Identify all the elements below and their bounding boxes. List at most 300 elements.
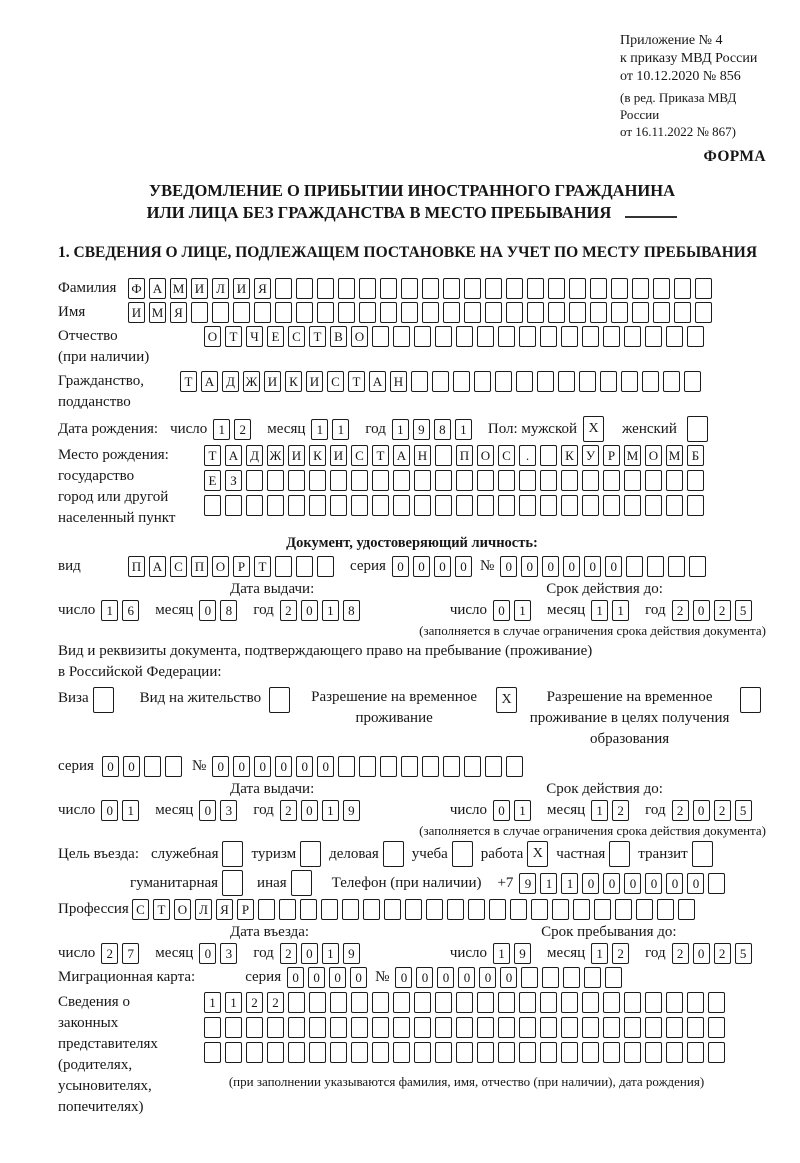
- char-cell[interactable]: Н: [390, 371, 407, 392]
- char-cell[interactable]: 0: [395, 967, 412, 988]
- char-cell[interactable]: [519, 495, 536, 516]
- char-cell[interactable]: [579, 371, 596, 392]
- char-cell[interactable]: [275, 556, 292, 577]
- char-cell[interactable]: 1: [101, 600, 118, 621]
- char-cell[interactable]: [687, 992, 704, 1013]
- char-cell[interactable]: [582, 326, 599, 347]
- char-cell[interactable]: 2: [672, 800, 689, 821]
- char-cell[interactable]: [393, 495, 410, 516]
- char-cell[interactable]: 0: [102, 756, 119, 777]
- char-cell[interactable]: [624, 326, 641, 347]
- char-cell[interactable]: [435, 992, 452, 1013]
- char-cell[interactable]: Я: [170, 302, 187, 323]
- char-cell[interactable]: [632, 302, 649, 323]
- char-cell[interactable]: [456, 1017, 473, 1038]
- char-cell[interactable]: [561, 1017, 578, 1038]
- char-cell[interactable]: [317, 556, 334, 577]
- char-cell[interactable]: [258, 899, 275, 920]
- char-cell[interactable]: [464, 278, 481, 299]
- char-cell[interactable]: Т: [348, 371, 365, 392]
- char-cell[interactable]: [603, 470, 620, 491]
- char-cell[interactable]: [414, 992, 431, 1013]
- char-cell[interactable]: [531, 899, 548, 920]
- char-cell[interactable]: [426, 899, 443, 920]
- char-cell[interactable]: [603, 1017, 620, 1038]
- char-cell[interactable]: [582, 1017, 599, 1038]
- char-cell[interactable]: 2: [612, 800, 629, 821]
- char-cell[interactable]: [582, 992, 599, 1013]
- char-cell[interactable]: [485, 278, 502, 299]
- char-cell[interactable]: [561, 992, 578, 1013]
- char-cell[interactable]: 8: [220, 600, 237, 621]
- char-cell[interactable]: Т: [204, 445, 221, 466]
- char-cell[interactable]: [561, 326, 578, 347]
- char-cell[interactable]: [477, 495, 494, 516]
- char-cell[interactable]: [687, 1017, 704, 1038]
- temp-residence-checkbox[interactable]: X: [496, 687, 517, 713]
- char-cell[interactable]: [495, 371, 512, 392]
- char-cell[interactable]: 2: [672, 600, 689, 621]
- char-cell[interactable]: [330, 1042, 347, 1063]
- char-cell[interactable]: Н: [414, 445, 431, 466]
- char-cell[interactable]: И: [306, 371, 323, 392]
- char-cell[interactable]: 1: [591, 800, 608, 821]
- char-cell[interactable]: [435, 495, 452, 516]
- char-cell[interactable]: [317, 302, 334, 323]
- char-cell[interactable]: [414, 470, 431, 491]
- char-cell[interactable]: Я: [254, 278, 271, 299]
- char-cell[interactable]: [359, 278, 376, 299]
- char-cell[interactable]: [246, 1042, 263, 1063]
- char-cell[interactable]: [288, 495, 305, 516]
- char-cell[interactable]: Ф: [128, 278, 145, 299]
- char-cell[interactable]: 2: [612, 943, 629, 964]
- char-cell[interactable]: И: [288, 445, 305, 466]
- char-cell[interactable]: [474, 371, 491, 392]
- char-cell[interactable]: [708, 873, 725, 894]
- char-cell[interactable]: 7: [122, 943, 139, 964]
- char-cell[interactable]: [645, 495, 662, 516]
- char-cell[interactable]: С: [351, 445, 368, 466]
- char-cell[interactable]: 2: [280, 800, 297, 821]
- char-cell[interactable]: Т: [180, 371, 197, 392]
- char-cell[interactable]: [405, 899, 422, 920]
- char-cell[interactable]: М: [666, 445, 683, 466]
- char-cell[interactable]: [498, 326, 515, 347]
- char-cell[interactable]: 1: [213, 419, 230, 440]
- char-cell[interactable]: [527, 278, 544, 299]
- char-cell[interactable]: [414, 495, 431, 516]
- char-cell[interactable]: 5: [735, 600, 752, 621]
- char-cell[interactable]: [204, 1017, 221, 1038]
- char-cell[interactable]: [590, 278, 607, 299]
- char-cell[interactable]: [309, 470, 326, 491]
- char-cell[interactable]: 3: [220, 943, 237, 964]
- char-cell[interactable]: [456, 992, 473, 1013]
- char-cell[interactable]: [642, 371, 659, 392]
- char-cell[interactable]: 0: [392, 556, 409, 577]
- char-cell[interactable]: Т: [225, 326, 242, 347]
- char-cell[interactable]: 1: [612, 600, 629, 621]
- char-cell[interactable]: [468, 899, 485, 920]
- char-cell[interactable]: С: [288, 326, 305, 347]
- char-cell[interactable]: [380, 278, 397, 299]
- char-cell[interactable]: 0: [123, 756, 140, 777]
- char-cell[interactable]: 0: [582, 873, 599, 894]
- char-cell[interactable]: [443, 278, 460, 299]
- char-cell[interactable]: 1: [561, 873, 578, 894]
- char-cell[interactable]: [582, 495, 599, 516]
- char-cell[interactable]: 3: [220, 800, 237, 821]
- char-cell[interactable]: Б: [687, 445, 704, 466]
- char-cell[interactable]: 0: [563, 556, 580, 577]
- char-cell[interactable]: И: [128, 302, 145, 323]
- char-cell[interactable]: [684, 371, 701, 392]
- char-cell[interactable]: 0: [233, 756, 250, 777]
- char-cell[interactable]: 8: [434, 419, 451, 440]
- char-cell[interactable]: [561, 470, 578, 491]
- char-cell[interactable]: 9: [519, 873, 536, 894]
- char-cell[interactable]: [624, 1017, 641, 1038]
- char-cell[interactable]: [372, 470, 389, 491]
- char-cell[interactable]: [372, 1042, 389, 1063]
- char-cell[interactable]: [624, 992, 641, 1013]
- char-cell[interactable]: 0: [493, 800, 510, 821]
- char-cell[interactable]: В: [330, 326, 347, 347]
- char-cell[interactable]: [645, 1017, 662, 1038]
- char-cell[interactable]: 0: [521, 556, 538, 577]
- char-cell[interactable]: [191, 302, 208, 323]
- char-cell[interactable]: [288, 992, 305, 1013]
- char-cell[interactable]: [288, 1042, 305, 1063]
- char-cell[interactable]: [645, 992, 662, 1013]
- char-cell[interactable]: 2: [246, 992, 263, 1013]
- char-cell[interactable]: 1: [322, 800, 339, 821]
- char-cell[interactable]: [666, 1017, 683, 1038]
- char-cell[interactable]: 0: [254, 756, 271, 777]
- char-cell[interactable]: [603, 1042, 620, 1063]
- char-cell[interactable]: М: [624, 445, 641, 466]
- char-cell[interactable]: Т: [153, 899, 170, 920]
- char-cell[interactable]: 9: [343, 943, 360, 964]
- char-cell[interactable]: [267, 1017, 284, 1038]
- char-cell[interactable]: [519, 992, 536, 1013]
- char-cell[interactable]: [498, 1042, 515, 1063]
- char-cell[interactable]: 5: [735, 800, 752, 821]
- char-cell[interactable]: Р: [237, 899, 254, 920]
- char-cell[interactable]: [624, 495, 641, 516]
- char-cell[interactable]: [603, 495, 620, 516]
- char-cell[interactable]: [275, 278, 292, 299]
- char-cell[interactable]: [542, 967, 559, 988]
- char-cell[interactable]: [393, 1017, 410, 1038]
- char-cell[interactable]: [204, 495, 221, 516]
- char-cell[interactable]: [288, 1017, 305, 1038]
- char-cell[interactable]: [521, 967, 538, 988]
- char-cell[interactable]: П: [128, 556, 145, 577]
- char-cell[interactable]: 6: [122, 600, 139, 621]
- char-cell[interactable]: [489, 899, 506, 920]
- char-cell[interactable]: [537, 371, 554, 392]
- char-cell[interactable]: [584, 967, 601, 988]
- char-cell[interactable]: [624, 1042, 641, 1063]
- char-cell[interactable]: [411, 371, 428, 392]
- char-cell[interactable]: [477, 992, 494, 1013]
- char-cell[interactable]: [548, 302, 565, 323]
- char-cell[interactable]: [666, 992, 683, 1013]
- char-cell[interactable]: [279, 899, 296, 920]
- char-cell[interactable]: [321, 899, 338, 920]
- char-cell[interactable]: [435, 445, 452, 466]
- char-cell[interactable]: И: [330, 445, 347, 466]
- char-cell[interactable]: [695, 302, 712, 323]
- char-cell[interactable]: [552, 899, 569, 920]
- char-cell[interactable]: [443, 302, 460, 323]
- char-cell[interactable]: [233, 302, 250, 323]
- char-cell[interactable]: 0: [500, 556, 517, 577]
- char-cell[interactable]: [309, 495, 326, 516]
- char-cell[interactable]: Ж: [267, 445, 284, 466]
- char-cell[interactable]: 1: [514, 800, 531, 821]
- char-cell[interactable]: [435, 1042, 452, 1063]
- char-cell[interactable]: [506, 756, 523, 777]
- char-cell[interactable]: [456, 470, 473, 491]
- char-cell[interactable]: [267, 495, 284, 516]
- char-cell[interactable]: [611, 302, 628, 323]
- char-cell[interactable]: [540, 1042, 557, 1063]
- char-cell[interactable]: Д: [246, 445, 263, 466]
- char-cell[interactable]: [477, 470, 494, 491]
- char-cell[interactable]: [246, 495, 263, 516]
- char-cell[interactable]: [668, 556, 685, 577]
- char-cell[interactable]: [540, 495, 557, 516]
- char-cell[interactable]: С: [170, 556, 187, 577]
- char-cell[interactable]: О: [204, 326, 221, 347]
- char-cell[interactable]: Д: [222, 371, 239, 392]
- char-cell[interactable]: Л: [195, 899, 212, 920]
- char-cell[interactable]: [510, 899, 527, 920]
- char-cell[interactable]: [561, 1042, 578, 1063]
- char-cell[interactable]: [519, 1042, 536, 1063]
- char-cell[interactable]: О: [212, 556, 229, 577]
- purpose-work-checkbox[interactable]: X: [527, 841, 548, 867]
- temp-residence-edu-checkbox[interactable]: [740, 687, 761, 713]
- char-cell[interactable]: [372, 495, 389, 516]
- char-cell[interactable]: З: [225, 470, 242, 491]
- char-cell[interactable]: А: [369, 371, 386, 392]
- char-cell[interactable]: 0: [101, 800, 118, 821]
- char-cell[interactable]: [363, 899, 380, 920]
- char-cell[interactable]: [666, 495, 683, 516]
- char-cell[interactable]: П: [191, 556, 208, 577]
- char-cell[interactable]: 0: [493, 600, 510, 621]
- char-cell[interactable]: [422, 756, 439, 777]
- char-cell[interactable]: [645, 470, 662, 491]
- char-cell[interactable]: [477, 1042, 494, 1063]
- char-cell[interactable]: О: [351, 326, 368, 347]
- char-cell[interactable]: 2: [280, 600, 297, 621]
- char-cell[interactable]: [338, 302, 355, 323]
- char-cell[interactable]: 1: [493, 943, 510, 964]
- char-cell[interactable]: 2: [714, 800, 731, 821]
- purpose-study-checkbox[interactable]: [452, 841, 473, 867]
- char-cell[interactable]: [456, 1042, 473, 1063]
- char-cell[interactable]: 0: [434, 556, 451, 577]
- char-cell[interactable]: 0: [645, 873, 662, 894]
- char-cell[interactable]: [372, 1017, 389, 1038]
- char-cell[interactable]: [351, 1042, 368, 1063]
- char-cell[interactable]: [590, 302, 607, 323]
- char-cell[interactable]: [422, 302, 439, 323]
- char-cell[interactable]: [351, 1017, 368, 1038]
- char-cell[interactable]: [225, 1042, 242, 1063]
- char-cell[interactable]: 0: [584, 556, 601, 577]
- char-cell[interactable]: [548, 278, 565, 299]
- char-cell[interactable]: [569, 302, 586, 323]
- char-cell[interactable]: 1: [311, 419, 328, 440]
- char-cell[interactable]: [653, 302, 670, 323]
- char-cell[interactable]: [267, 470, 284, 491]
- char-cell[interactable]: 0: [693, 800, 710, 821]
- char-cell[interactable]: Ч: [246, 326, 263, 347]
- char-cell[interactable]: Е: [204, 470, 221, 491]
- char-cell[interactable]: [561, 495, 578, 516]
- char-cell[interactable]: М: [170, 278, 187, 299]
- char-cell[interactable]: 0: [666, 873, 683, 894]
- char-cell[interactable]: [393, 470, 410, 491]
- char-cell[interactable]: 2: [267, 992, 284, 1013]
- char-cell[interactable]: [689, 556, 706, 577]
- char-cell[interactable]: [393, 326, 410, 347]
- char-cell[interactable]: 8: [343, 600, 360, 621]
- char-cell[interactable]: [594, 899, 611, 920]
- char-cell[interactable]: [563, 967, 580, 988]
- char-cell[interactable]: 0: [199, 600, 216, 621]
- char-cell[interactable]: [540, 445, 557, 466]
- char-cell[interactable]: 0: [275, 756, 292, 777]
- char-cell[interactable]: [359, 756, 376, 777]
- char-cell[interactable]: А: [201, 371, 218, 392]
- char-cell[interactable]: [204, 1042, 221, 1063]
- char-cell[interactable]: [330, 1017, 347, 1038]
- char-cell[interactable]: [653, 278, 670, 299]
- char-cell[interactable]: К: [285, 371, 302, 392]
- char-cell[interactable]: [414, 326, 431, 347]
- char-cell[interactable]: [300, 899, 317, 920]
- char-cell[interactable]: 1: [332, 419, 349, 440]
- purpose-other-checkbox[interactable]: [291, 870, 312, 896]
- char-cell[interactable]: 1: [322, 943, 339, 964]
- char-cell[interactable]: 1: [591, 600, 608, 621]
- char-cell[interactable]: О: [645, 445, 662, 466]
- char-cell[interactable]: [605, 967, 622, 988]
- char-cell[interactable]: [456, 495, 473, 516]
- char-cell[interactable]: 0: [624, 873, 641, 894]
- char-cell[interactable]: А: [393, 445, 410, 466]
- char-cell[interactable]: [456, 326, 473, 347]
- char-cell[interactable]: [582, 1042, 599, 1063]
- char-cell[interactable]: [267, 1042, 284, 1063]
- char-cell[interactable]: [573, 899, 590, 920]
- char-cell[interactable]: [477, 1017, 494, 1038]
- char-cell[interactable]: [485, 756, 502, 777]
- char-cell[interactable]: [540, 326, 557, 347]
- char-cell[interactable]: [296, 302, 313, 323]
- char-cell[interactable]: 0: [287, 967, 304, 988]
- char-cell[interactable]: [447, 899, 464, 920]
- char-cell[interactable]: [695, 278, 712, 299]
- char-cell[interactable]: [296, 556, 313, 577]
- char-cell[interactable]: 2: [234, 419, 251, 440]
- char-cell[interactable]: 1: [122, 800, 139, 821]
- char-cell[interactable]: [636, 899, 653, 920]
- char-cell[interactable]: К: [561, 445, 578, 466]
- residence-permit-checkbox[interactable]: [269, 687, 290, 713]
- char-cell[interactable]: 2: [714, 600, 731, 621]
- char-cell[interactable]: [435, 470, 452, 491]
- char-cell[interactable]: [414, 1042, 431, 1063]
- char-cell[interactable]: [645, 1042, 662, 1063]
- char-cell[interactable]: [275, 302, 292, 323]
- char-cell[interactable]: [666, 470, 683, 491]
- char-cell[interactable]: [603, 326, 620, 347]
- char-cell[interactable]: [435, 1017, 452, 1038]
- char-cell[interactable]: 0: [437, 967, 454, 988]
- char-cell[interactable]: [338, 278, 355, 299]
- char-cell[interactable]: [506, 302, 523, 323]
- char-cell[interactable]: [464, 756, 481, 777]
- char-cell[interactable]: 0: [199, 800, 216, 821]
- char-cell[interactable]: 1: [540, 873, 557, 894]
- purpose-business-checkbox[interactable]: [383, 841, 404, 867]
- char-cell[interactable]: [666, 1042, 683, 1063]
- char-cell[interactable]: К: [309, 445, 326, 466]
- char-cell[interactable]: [687, 326, 704, 347]
- char-cell[interactable]: [330, 495, 347, 516]
- char-cell[interactable]: [603, 992, 620, 1013]
- char-cell[interactable]: У: [582, 445, 599, 466]
- char-cell[interactable]: 0: [199, 943, 216, 964]
- char-cell[interactable]: Р: [233, 556, 250, 577]
- char-cell[interactable]: [540, 470, 557, 491]
- char-cell[interactable]: [338, 756, 355, 777]
- char-cell[interactable]: Е: [267, 326, 284, 347]
- purpose-transit-checkbox[interactable]: [692, 841, 713, 867]
- char-cell[interactable]: И: [191, 278, 208, 299]
- char-cell[interactable]: И: [233, 278, 250, 299]
- char-cell[interactable]: 5: [735, 943, 752, 964]
- char-cell[interactable]: 0: [603, 873, 620, 894]
- char-cell[interactable]: [246, 1017, 263, 1038]
- char-cell[interactable]: [708, 992, 725, 1013]
- char-cell[interactable]: [506, 278, 523, 299]
- char-cell[interactable]: [708, 1017, 725, 1038]
- char-cell[interactable]: [435, 326, 452, 347]
- char-cell[interactable]: М: [149, 302, 166, 323]
- gender-male-checkbox[interactable]: X: [583, 416, 604, 442]
- char-cell[interactable]: [708, 1042, 725, 1063]
- char-cell[interactable]: 0: [416, 967, 433, 988]
- char-cell[interactable]: [626, 556, 643, 577]
- char-cell[interactable]: [351, 470, 368, 491]
- char-cell[interactable]: [342, 899, 359, 920]
- char-cell[interactable]: [558, 371, 575, 392]
- char-cell[interactable]: [393, 992, 410, 1013]
- char-cell[interactable]: [519, 326, 536, 347]
- char-cell[interactable]: 1: [455, 419, 472, 440]
- char-cell[interactable]: [687, 470, 704, 491]
- char-cell[interactable]: 1: [322, 600, 339, 621]
